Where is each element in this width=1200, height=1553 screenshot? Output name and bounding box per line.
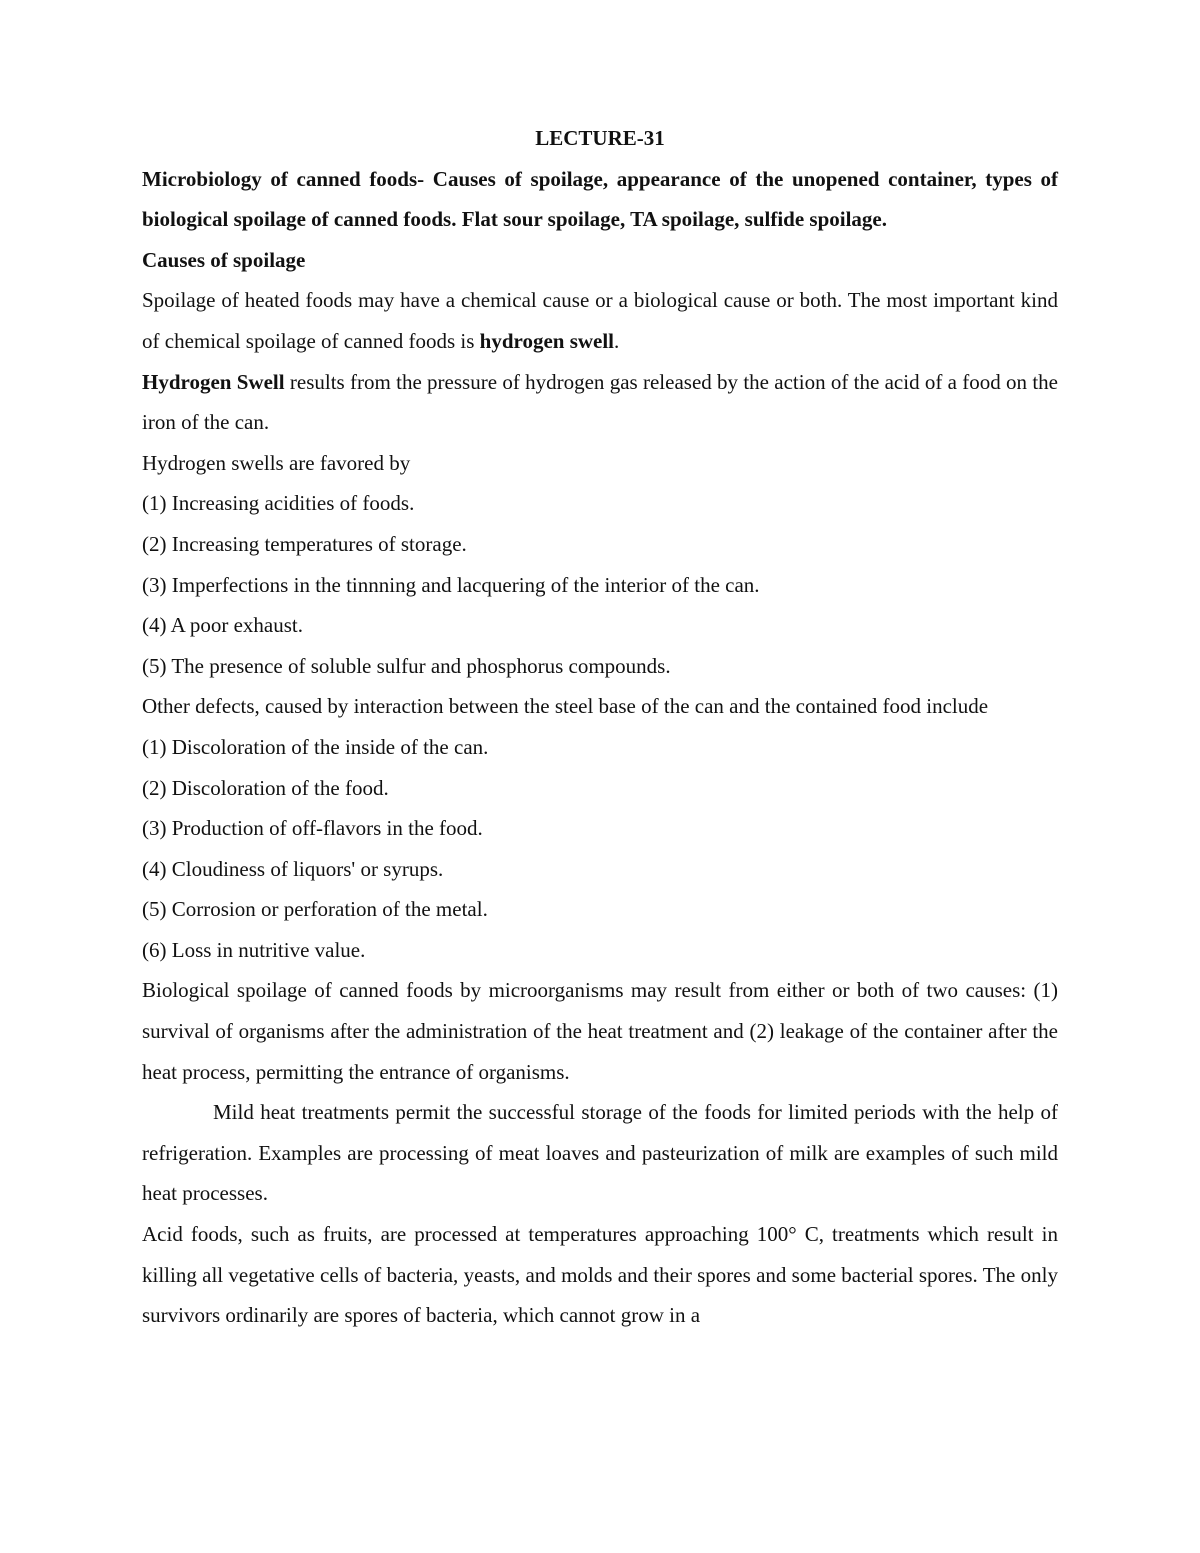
list-item: (4) Cloudiness of liquors' or syrups. bbox=[142, 856, 444, 881]
lecture-subtitle: Microbiology of canned foods- Causes of spoilage, appearance of the unopened container, types of biological spoilage of canned foods. Flat sour spoilage, TA spoilage, sulfide spoilage. bbox=[142, 166, 1058, 232]
acid-foods-paragraph: Acid foods, such as fruits, are processed at temperatures approaching 100° C, treatments which result in killing all vegetative cells of bacteria, yeasts, and molds and their spores and some bacterial spores. The only survivors ordinarily are spores of bacteria, which cannot grow in a bbox=[142, 1222, 1058, 1328]
list-item: (2) Discoloration of the food. bbox=[142, 775, 389, 800]
lecture-title: LECTURE-31 bbox=[535, 126, 665, 150]
intro-text-end: . bbox=[614, 328, 620, 353]
list-item: (3) Imperfections in the tinnning and lacquering of the interior of the can. bbox=[142, 572, 760, 597]
hydrogen-swell-paragraph bbox=[142, 362, 1058, 443]
intro-text: Spoilage of heated foods may have a chemical cause or a biological cause or both. The most important kind of chemical spoilage of canned foods is bbox=[142, 288, 1058, 353]
section-heading: Causes of spoilage bbox=[142, 247, 306, 272]
mild-heat-paragraph: Mild heat treatments permit the successful storage of the foods for limited periods with the help of refrigeration. Examples are processing of meat loaves and pasteurization of milk are examples of such mild heat processes. bbox=[142, 1100, 1058, 1206]
favored-intro: Hydrogen swells are favored by bbox=[142, 450, 411, 475]
intro-bold-term: hydrogen swell bbox=[479, 328, 615, 353]
biological-spoilage-paragraph: Biological spoilage of canned foods by microorganisms may result from either or both of two causes: (1) survival of organisms after the administration of the heat treatment and (2) leakage of the container after the heat process, permitting the entrance of organisms. bbox=[142, 978, 1058, 1084]
list-item: (4) A poor exhaust. bbox=[142, 613, 303, 638]
list-item: (3) Production of off-flavors in the food. bbox=[142, 816, 483, 841]
list-item: (6) Loss in nutritive value. bbox=[142, 937, 366, 962]
hydrogen-swell-term: Hydrogen Swell bbox=[142, 369, 285, 394]
list-item: (5) Corrosion or perforation of the metal. bbox=[142, 897, 488, 922]
list-item: (5) The presence of soluble sulfur and phosphorus compounds. bbox=[142, 653, 671, 678]
hydrogen-swell-definition: results from the pressure of hydrogen gas released by the action of the acid of a food on the iron of the can. bbox=[142, 369, 1058, 435]
list-item: (1) Increasing acidities of foods. bbox=[142, 491, 415, 516]
intro-paragraph bbox=[142, 280, 1058, 361]
list-item: (1) Discoloration of the inside of the can. bbox=[142, 734, 489, 759]
defects-intro: Other defects, caused by interaction between the steel base of the can and the contained food include bbox=[142, 694, 989, 719]
document-page bbox=[142, 118, 1058, 1336]
list-item: (2) Increasing temperatures of storage. bbox=[142, 531, 467, 556]
